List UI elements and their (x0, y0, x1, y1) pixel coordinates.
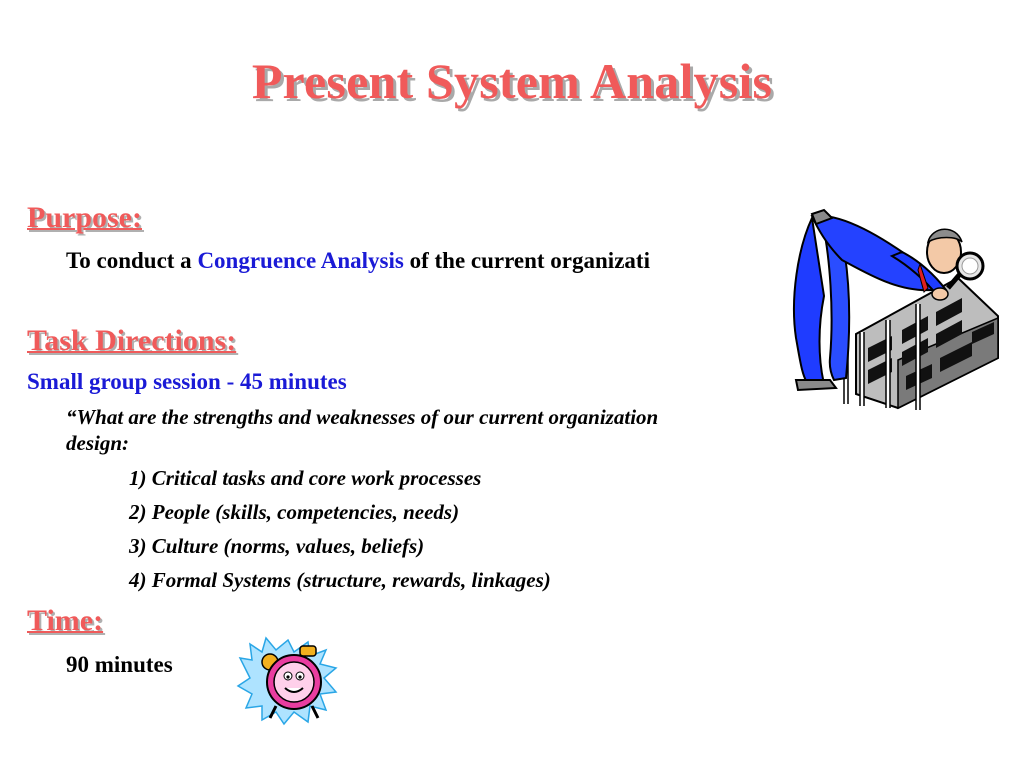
purpose-text-suffix: of the current organizati (403, 248, 650, 273)
man-with-magnifying-glass-over-building-icon (772, 208, 1004, 414)
direction-item-1: 1) Critical tasks and core work processes (129, 466, 482, 490)
purpose-text-highlight: Congruence Analysis (197, 248, 404, 273)
question-line-2: design: (66, 431, 129, 455)
purpose-text-prefix: To conduct a (66, 248, 198, 273)
purpose-heading: Purpose: (27, 201, 142, 234)
task-directions-heading: Task Directions: (27, 324, 237, 357)
building-icon (844, 278, 998, 410)
alarm-clock-icon (236, 636, 340, 726)
purpose-text (66, 248, 650, 274)
direction-item-4: 4) Formal Systems (structure, rewards, linkages) (129, 568, 551, 592)
time-heading: Time: (27, 604, 104, 637)
direction-item-2: 2) People (skills, competencies, needs) (129, 500, 460, 524)
session-text: Small group session - 45 minutes (27, 369, 347, 394)
direction-item-3: 3) Culture (norms, values, beliefs) (129, 534, 425, 558)
slide-title: Present System Analysis (251, 53, 773, 109)
question-line-1: “What are the strengths and weaknesses of our current organization (66, 405, 659, 429)
time-value: 90 minutes (66, 652, 173, 677)
